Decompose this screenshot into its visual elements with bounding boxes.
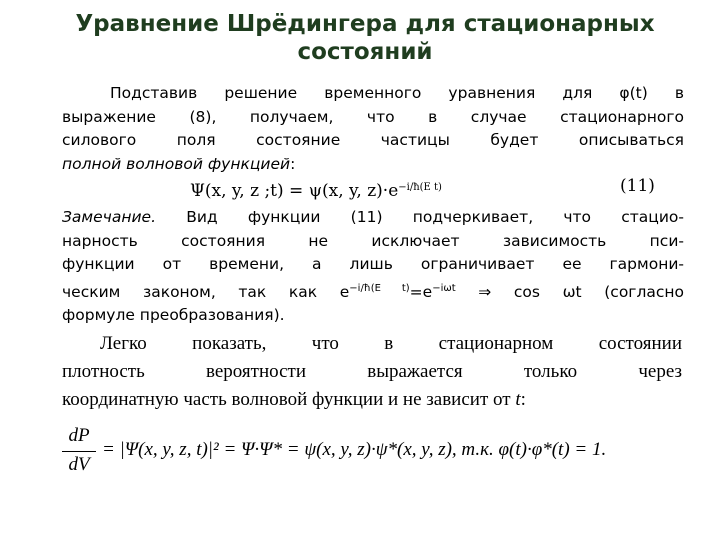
- para1-line4: [62, 153, 684, 177]
- equation-11: [190, 176, 442, 203]
- para3-line2: плотность вероятности выражается только через: [62, 361, 682, 382]
- dp-dv-fraction: [62, 425, 96, 476]
- probability-density-formula: [62, 425, 692, 495]
- para3-line1: Легко показать, что в стационарном состоянии: [100, 333, 682, 354]
- para2-line4-c: ⇒ cos ωt (согласно: [455, 282, 684, 301]
- fraction-denominator: dV: [68, 454, 90, 475]
- para2-line4-b: =e: [409, 282, 433, 301]
- para1-colon: :: [290, 154, 296, 173]
- para1-line3: силового поля состояние частицы будет описываться: [62, 131, 684, 149]
- equation-11-body: Ψ(x, y, z ;t) = ψ(x, y, z)·e: [190, 181, 399, 201]
- para3-line3-b: :: [520, 389, 526, 410]
- para2-exp1: −i/ħ(E t): [349, 282, 410, 294]
- paragraph-substitution: [62, 82, 684, 176]
- para3-time-var: t: [515, 389, 521, 410]
- para2-line2: нарность состояния не исключает зависимость пси-: [62, 231, 684, 250]
- paragraph-remark: [62, 206, 684, 328]
- fraction-numerator: dP: [68, 425, 90, 446]
- equation-11-exponent: −i/ħ(E t): [398, 182, 442, 193]
- equation-11-number: (11): [620, 176, 655, 196]
- para2-line4-a: ческим законом, так как e: [62, 282, 350, 301]
- para2-exp2: −iωt: [432, 282, 456, 294]
- fraction-bar: [62, 451, 96, 452]
- para1-line2: выражение (8), получаем, что в случае стационарного: [62, 107, 684, 126]
- remark-label: Замечание.: [62, 208, 156, 226]
- para3-line3-a: координатную часть волновой функции и не зависит от: [62, 389, 516, 410]
- para2-line1: [62, 206, 684, 230]
- formula-body: = |Ψ(x, y, z, t)|² = Ψ·Ψ* = ψ(x, y, z)·ψ*(x, y, z), т.к. φ(t)·φ*(t) = 1.: [102, 439, 607, 460]
- para2-line3: функции от времени, а лишь ограничивает ее гармони-: [62, 255, 684, 273]
- para2-line4: [62, 277, 684, 305]
- para3-line3: [62, 386, 682, 414]
- para1-line1: Подставив решение временного уравнения для φ(t) в: [110, 84, 684, 102]
- paragraph-density: [62, 330, 682, 414]
- para2-line5: формуле преобразования).: [62, 306, 285, 324]
- slide-title: Уравнение Шрёдингера для стационарных состояний: [75, 11, 655, 65]
- full-wave-function-term: полной волновой функцией: [62, 154, 291, 173]
- para2-line1-text: Вид функции (11) подчеркивает, что стацио-: [156, 208, 684, 226]
